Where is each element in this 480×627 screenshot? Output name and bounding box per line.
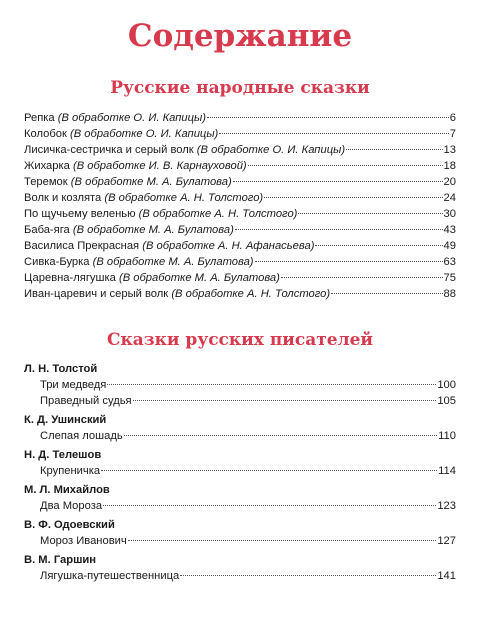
author-name: В. Ф. Одоевский (24, 519, 115, 531)
toc-entry[interactable] (24, 142, 456, 158)
dot-leader (264, 197, 442, 198)
dot-leader (248, 165, 443, 166)
toc-entry[interactable] (24, 190, 456, 206)
entry-name: Жихарка (24, 160, 70, 172)
author-name: В. М. Гаршин (24, 554, 97, 566)
toc-entry[interactable] (24, 377, 456, 393)
entry-note: (В обработке О. И. Капицы) (196, 144, 346, 156)
author-name: Н. Д. Телешов (24, 449, 102, 461)
page-number: 127 (437, 535, 456, 547)
dot-leader (107, 384, 436, 385)
toc-entry[interactable] (24, 238, 456, 254)
entry-title (24, 142, 345, 158)
entry-note: (В обработке О. И. Капицы) (70, 128, 219, 140)
dot-leader (133, 400, 437, 401)
entry-note: (В обработке А. Н. Толстого) (171, 288, 331, 300)
page-number: 6 (449, 112, 456, 124)
page-number: 20 (443, 176, 456, 188)
entry-title (24, 238, 314, 254)
toc-entry[interactable] (24, 568, 456, 584)
entry-title (24, 254, 254, 270)
entry-note: (В обработке А. Н. Афанасьева) (142, 240, 315, 252)
entry-name: Теремок (24, 176, 68, 188)
entry-title (24, 126, 218, 142)
section-heading-folk-tales: Русские народные сказки (110, 78, 370, 98)
page-number: 105 (437, 395, 456, 407)
page-number: 43 (443, 224, 456, 236)
entry-title (24, 110, 206, 126)
toc-entry[interactable] (24, 463, 456, 479)
toc-entry[interactable] (24, 126, 456, 142)
folk-tales-list (24, 110, 456, 302)
toc-entry[interactable] (24, 254, 456, 270)
page-number: 49 (443, 240, 456, 252)
dot-leader (103, 505, 436, 506)
page-number: 18 (443, 160, 456, 172)
entry-note: (В обработке М. А. Булатова) (70, 176, 232, 188)
page-number: 110 (438, 430, 456, 442)
toc-entry[interactable] (24, 286, 456, 302)
page-number: 88 (443, 288, 456, 300)
page-number: 75 (443, 272, 456, 284)
toc-entry[interactable] (24, 110, 456, 126)
toc-entry[interactable] (24, 498, 456, 514)
entry-name: Три медведя (40, 379, 107, 391)
page-number: 30 (443, 208, 456, 220)
toc-entry[interactable] (24, 533, 456, 549)
entry-name: По щучьему веленью (24, 208, 136, 220)
dot-leader (331, 293, 442, 294)
dot-leader (207, 117, 449, 118)
dot-leader (281, 277, 443, 278)
entry-name: Царевна-лягушка (24, 272, 116, 284)
entry-name: Баба-яга (24, 224, 70, 236)
writers-tales-list (24, 358, 456, 584)
entry-title (24, 286, 330, 302)
entry-name: Праведный судья (40, 395, 132, 407)
entry-name: Василиса Прекрасная (24, 240, 140, 252)
toc-entry[interactable] (24, 222, 456, 238)
dot-leader (315, 245, 442, 246)
toc-entry[interactable] (24, 158, 456, 174)
page-number: 7 (449, 128, 456, 140)
page-number: 114 (438, 465, 456, 477)
dot-leader (235, 229, 443, 230)
author-name: М. Л. Михайлов (24, 484, 110, 496)
entry-title (24, 174, 232, 190)
entry-name: Иван-царевич и серый волк (24, 288, 169, 300)
dot-leader (124, 435, 437, 436)
author-name: Л. Н. Толстой (24, 363, 98, 375)
entry-note: (В обработке М. А. Булатова) (118, 272, 280, 284)
entry-name: Волк и козлята (24, 192, 102, 204)
entry-note: (В обработке М. А. Булатова) (92, 256, 254, 268)
entry-name: Лягушка-путешественница (40, 570, 180, 582)
entry-note: (В обработке А. Н. Толстого) (138, 208, 298, 220)
entry-name: Два Мороза (40, 500, 103, 512)
entry-title (24, 222, 234, 238)
entry-name: Крупеничка (40, 465, 101, 477)
dot-leader (255, 261, 443, 262)
page-number: 24 (443, 192, 456, 204)
dot-leader (233, 181, 443, 182)
page-title: Содержание (127, 18, 353, 54)
author-name: К. Д. Ушинский (24, 414, 107, 426)
entry-name: Колобок (24, 128, 67, 140)
entry-note: (В обработке М. А. Булатова) (72, 224, 234, 236)
entry-note: (В обработке О. И. Капицы) (57, 112, 206, 124)
entry-note: (В обработке А. Н. Толстого) (104, 192, 264, 204)
dot-leader (298, 213, 442, 214)
page-number: 141 (437, 570, 456, 582)
page-number: 123 (437, 500, 456, 512)
page-number: 100 (437, 379, 456, 391)
entry-name: Репка (24, 112, 55, 124)
dot-leader (101, 470, 437, 471)
dot-leader (346, 149, 443, 150)
entry-title (24, 206, 297, 222)
entry-note: (В обработке И. В. Карнауховой) (72, 160, 247, 172)
dot-leader (128, 540, 437, 541)
dot-leader (219, 133, 448, 134)
page-number: 13 (443, 144, 456, 156)
toc-entry[interactable] (24, 270, 456, 286)
toc-entry[interactable] (24, 206, 456, 222)
page-number: 63 (443, 256, 456, 268)
dot-leader (180, 575, 436, 576)
entry-title (24, 270, 280, 286)
toc-entry[interactable] (24, 428, 456, 444)
entry-title (24, 158, 247, 174)
section-heading-writers-tales: Сказки русских писателей (106, 330, 374, 350)
entry-title (24, 190, 263, 206)
entry-name: Сивка-Бурка (24, 256, 90, 268)
toc-entry[interactable] (24, 393, 456, 409)
entry-name: Мороз Иванович (40, 535, 127, 547)
entry-name: Лисичка-сестричка и серый волк (24, 144, 194, 156)
entry-name: Слепая лошадь (40, 430, 123, 442)
toc-entry[interactable] (24, 174, 456, 190)
